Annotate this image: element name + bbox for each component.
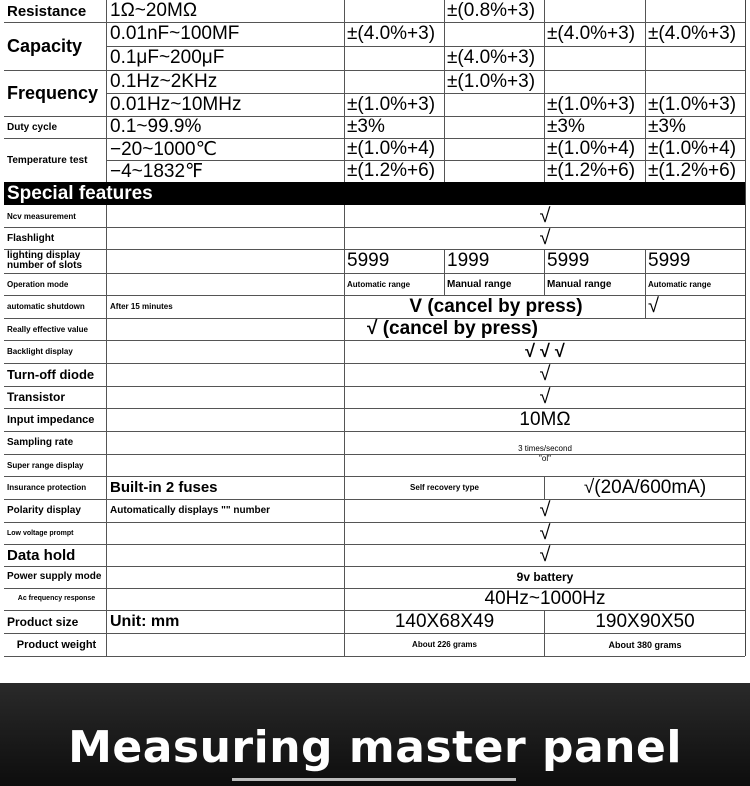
row-label: Temperature test bbox=[7, 154, 88, 166]
row-label: Sampling rate bbox=[7, 437, 74, 448]
protection-left: Self recovery type bbox=[344, 476, 544, 499]
slots-c: 5999 bbox=[544, 249, 645, 273]
impedance-value: 10MΩ bbox=[344, 408, 745, 431]
row-label: Really effective value bbox=[7, 324, 88, 334]
accuracy-b: ±(1.0%+3) bbox=[444, 70, 544, 93]
row-label: Operation mode bbox=[7, 279, 69, 289]
check-icon: √ bbox=[645, 295, 745, 318]
range-value: After 15 minutes bbox=[106, 295, 344, 318]
mode-d: Automatic range bbox=[645, 273, 745, 295]
row-flashlight bbox=[4, 227, 745, 250]
row-label: Transistor bbox=[7, 390, 66, 404]
row-label: automatic shutdown bbox=[7, 302, 85, 311]
accuracy-c: ±(1.0%+3) bbox=[544, 93, 645, 116]
row-label: Ac frequency response bbox=[17, 595, 96, 602]
row-label: lighting display number of slots bbox=[7, 250, 83, 271]
backlight-value: √ √ √ bbox=[344, 340, 745, 363]
row-label: Duty cycle bbox=[7, 121, 58, 133]
row-label: Low voltage prompt bbox=[7, 529, 74, 537]
row-label: Backlight display bbox=[7, 347, 73, 356]
footer-divider bbox=[232, 778, 516, 781]
ac-freq-value: 40Hz~1000Hz bbox=[344, 588, 745, 610]
accuracy-c: ±3% bbox=[544, 116, 645, 138]
row-product-size bbox=[4, 610, 745, 634]
accuracy-d: ±(4.0%+3) bbox=[645, 22, 745, 46]
check-icon: √ bbox=[344, 499, 745, 522]
range-value: 0.01Hz~10MHz bbox=[106, 93, 344, 116]
row-diode bbox=[4, 363, 745, 387]
accuracy-a: ±(1.2%+6) bbox=[344, 160, 444, 182]
check-icon: √ bbox=[344, 522, 745, 544]
row-label: Product size bbox=[7, 614, 79, 629]
row-power-supply bbox=[4, 566, 745, 589]
row-label: Flashlight bbox=[7, 232, 55, 244]
range-value: 1Ω~20MΩ bbox=[106, 0, 344, 22]
range-value: 0.1μF~200μF bbox=[106, 46, 344, 70]
row-input-impedance bbox=[4, 408, 745, 432]
accuracy-a: ±(4.0%+3) bbox=[344, 22, 444, 46]
row-product-weight bbox=[4, 633, 745, 657]
accuracy-d: ±(1.0%+4) bbox=[645, 138, 745, 160]
slots-a: 5999 bbox=[344, 249, 444, 273]
accuracy-c: ±(1.2%+6) bbox=[544, 160, 645, 182]
row-polarity bbox=[4, 499, 745, 523]
row-auto-shutdown bbox=[4, 295, 745, 319]
check-icon: √ bbox=[344, 227, 745, 249]
row-ac-frequency bbox=[4, 588, 745, 611]
slots-b: 1999 bbox=[444, 249, 544, 273]
range-value: Unit: mm bbox=[106, 610, 344, 633]
footer-title: Measuring master panel bbox=[68, 722, 682, 773]
row-label: Polarity display bbox=[7, 505, 81, 516]
row-super-range bbox=[4, 454, 745, 477]
check-icon: √ bbox=[344, 363, 745, 386]
power-value: 9v battery bbox=[344, 566, 745, 588]
row-backlight bbox=[4, 340, 745, 364]
overrange-value: "ol" bbox=[344, 454, 745, 476]
accuracy-a: ±(1.0%+3) bbox=[344, 93, 444, 116]
check-icon: √ bbox=[344, 544, 745, 566]
weight-right: About 380 grams bbox=[544, 633, 745, 656]
accuracy-d: ±(1.2%+6) bbox=[645, 160, 745, 182]
row-resistance bbox=[4, 0, 745, 23]
row-label: Input impedance bbox=[7, 413, 95, 426]
row-label: Insurance protection bbox=[7, 483, 87, 492]
size-left: 140X68X49 bbox=[344, 610, 544, 633]
row-display-slots bbox=[4, 249, 745, 274]
protection-right: √(20A/600mA) bbox=[544, 476, 745, 499]
row-transistor bbox=[4, 386, 745, 409]
row-label: Ncv measurement bbox=[7, 211, 76, 221]
row-true-rms bbox=[4, 318, 745, 341]
mode-c: Manual range bbox=[544, 273, 645, 295]
row-operation-mode bbox=[4, 273, 745, 296]
row-capacity bbox=[4, 22, 745, 71]
row-sampling-rate bbox=[4, 431, 745, 455]
rms-value: √ (cancel by press) bbox=[344, 318, 745, 340]
accuracy-b: ±(0.8%+3) bbox=[444, 0, 544, 22]
range-value: −4~1832℉ bbox=[106, 160, 344, 182]
range-value: −20~1000℃ bbox=[106, 138, 344, 160]
range-value: 0.1~99.9% bbox=[106, 116, 344, 138]
accuracy-c: ±(1.0%+4) bbox=[544, 138, 645, 160]
mode-b: Manual range bbox=[444, 273, 544, 295]
shutdown-value: V (cancel by press) bbox=[344, 295, 645, 318]
row-label: Data hold bbox=[7, 546, 76, 564]
row-low-voltage bbox=[4, 522, 745, 545]
row-label: Capacity bbox=[7, 35, 83, 56]
range-value: 0.1Hz~2KHz bbox=[106, 70, 344, 93]
row-frequency bbox=[4, 70, 745, 117]
weight-left: About 226 grams bbox=[344, 633, 544, 656]
row-label: Resistance bbox=[7, 2, 87, 20]
check-icon: √ bbox=[344, 205, 745, 227]
row-label: Power supply mode bbox=[7, 571, 102, 582]
section-header: Special features bbox=[4, 182, 745, 205]
size-right: 190X90X50 bbox=[544, 610, 745, 633]
sampling-value: 3 times/second bbox=[344, 431, 745, 454]
row-label: Frequency bbox=[7, 82, 99, 103]
row-ncv bbox=[4, 205, 745, 228]
row-label: Turn-off diode bbox=[7, 367, 95, 382]
range-value: Automatically displays "" number bbox=[106, 499, 344, 522]
accuracy-c: ±(4.0%+3) bbox=[544, 22, 645, 46]
range-value: Built-in 2 fuses bbox=[106, 476, 344, 499]
accuracy-d: ±(1.0%+3) bbox=[645, 93, 745, 116]
spec-table bbox=[4, 0, 746, 656]
slots-d: 5999 bbox=[645, 249, 745, 273]
row-fuse-protection bbox=[4, 476, 745, 500]
accuracy-b: ±(4.0%+3) bbox=[444, 46, 544, 70]
accuracy-a: ±(1.0%+4) bbox=[344, 138, 444, 160]
row-label: Product weight bbox=[16, 638, 97, 651]
mode-a: Automatic range bbox=[344, 273, 444, 295]
row-temperature bbox=[4, 138, 745, 182]
row-data-hold bbox=[4, 544, 745, 567]
row-duty-cycle bbox=[4, 116, 745, 139]
accuracy-a: ±3% bbox=[344, 116, 444, 138]
range-value: 0.01nF~100MF bbox=[106, 22, 344, 46]
accuracy-d: ±3% bbox=[645, 116, 745, 138]
check-icon: √ bbox=[344, 386, 745, 408]
row-label: Super range display bbox=[7, 460, 84, 470]
